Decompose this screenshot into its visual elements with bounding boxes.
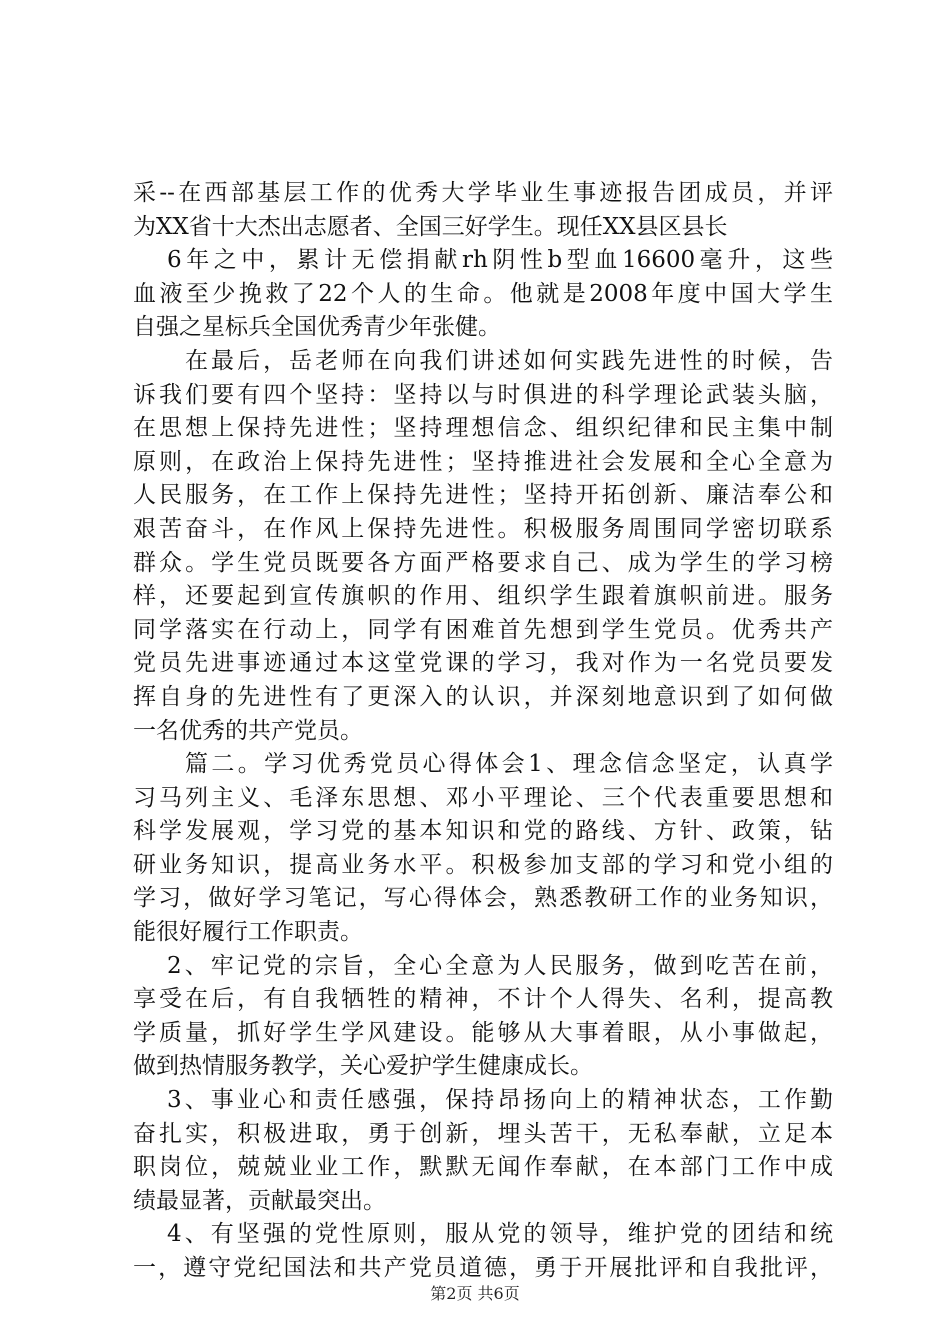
text-line: 3、事业心和责任感强，保持昂扬向上的精神状态，工作勤 (167, 1087, 833, 1114)
text-line: 人民服务，在工作上保持先进性；坚持开拓创新、廉洁奉公和 (133, 482, 833, 509)
text-line: 4、有坚强的党性原则，服从党的领导，维护党的团结和统 (167, 1221, 833, 1248)
text-line: 学质量，抓好学生学风建设。能够从大事着眼，从小事做起， (133, 1019, 833, 1046)
text-line: 挥自身的先进性有了更深入的认识，并深刻地意识到了如何做 (133, 683, 833, 710)
text-line: 血液至少挽救了22个人的生命。他就是2008年度中国大学生 (133, 280, 833, 307)
text-line: 为XX省十大杰出志愿者、全国三好学生。现任XX县区县长 (133, 213, 728, 240)
text-line: 党员先进事迹通过本这堂党课的学习，我对作为一名党员要发 (133, 650, 833, 677)
page-footer: 第2页 共6页 (430, 1284, 520, 1303)
text-line: 采--在西部基层工作的优秀大学毕业生事迹报告团成员，并评 (133, 180, 833, 206)
document-body (133, 177, 833, 1286)
text-line: 在思想上保持先进性；坚持理想信念、组织纪律和民主集中制 (133, 415, 833, 442)
text-line: 科学发展观，学习党的基本知识和党的路线、方针、政策，钻 (133, 818, 833, 845)
text-line: 做到热情服务教学，关心爱护学生健康成长。 (133, 1053, 593, 1080)
text-line: 一，遵守党纪国法和共产党员道德，勇于开展批评和自我批评， (133, 1255, 833, 1281)
text-line: 享受在后，有自我牺牲的精神，不计个人得失、名利，提高教 (133, 986, 833, 1013)
text-line: 同学落实在行动上，同学有困难首先想到学生党员。优秀共产 (133, 616, 833, 643)
text-line: 绩最显著，贡献最突出。 (133, 1187, 386, 1214)
text-line: 习马列主义、毛泽东思想、邓小平理论、三个代表重要思想和 (133, 784, 833, 811)
text-line: 一名优秀的共产党员。 (133, 717, 363, 744)
text-line: 原则，在政治上保持先进性；坚持推进社会发展和全心全意为 (133, 448, 833, 475)
text-line: 诉我们要有四个坚持：坚持以与时俱进的科学理论武装头脑， (133, 381, 833, 408)
text-line: 2、牢记党的宗旨，全心全意为人民服务，做到吃苦在前， (167, 952, 833, 979)
text-line: 篇二。学习优秀党员心得体会1、理念信念坚定，认真学 (185, 751, 833, 778)
text-line: 群众。学生党员既要各方面严格要求自己、成为学生的学习榜 (133, 549, 833, 576)
text-line: 艰苦奋斗，在作风上保持先进性。积极服务周围同学密切联系 (133, 515, 833, 542)
text-line: 奋扎实，积极进取，勇于创新，埋头苦干，无私奉献，立足本 (133, 1120, 833, 1147)
text-line: 样，还要起到宣传旗帜的作用、组织学生跟着旗帜前进。服务 (133, 583, 833, 610)
text-line: 学习，做好学习笔记，写心得体会，熟悉教研工作的业务知识， (133, 885, 833, 912)
text-line: 能很好履行工作职责。 (133, 919, 363, 946)
text-line: 在最后，岳老师在向我们讲述如何实践先进性的时候，告 (185, 347, 833, 374)
text-line: 职岗位，兢兢业业工作，默默无闻作奉献，在本部门工作中成 (133, 1154, 833, 1181)
text-line: 研业务知识，提高业务水平。积极参加支部的学习和党小组的 (133, 851, 833, 878)
text-line: 6年之中，累计无偿捐献rh阴性b型血16600毫升，这些 (167, 247, 833, 274)
text-line: 自强之星标兵全国优秀青少年张健。 (133, 314, 501, 341)
